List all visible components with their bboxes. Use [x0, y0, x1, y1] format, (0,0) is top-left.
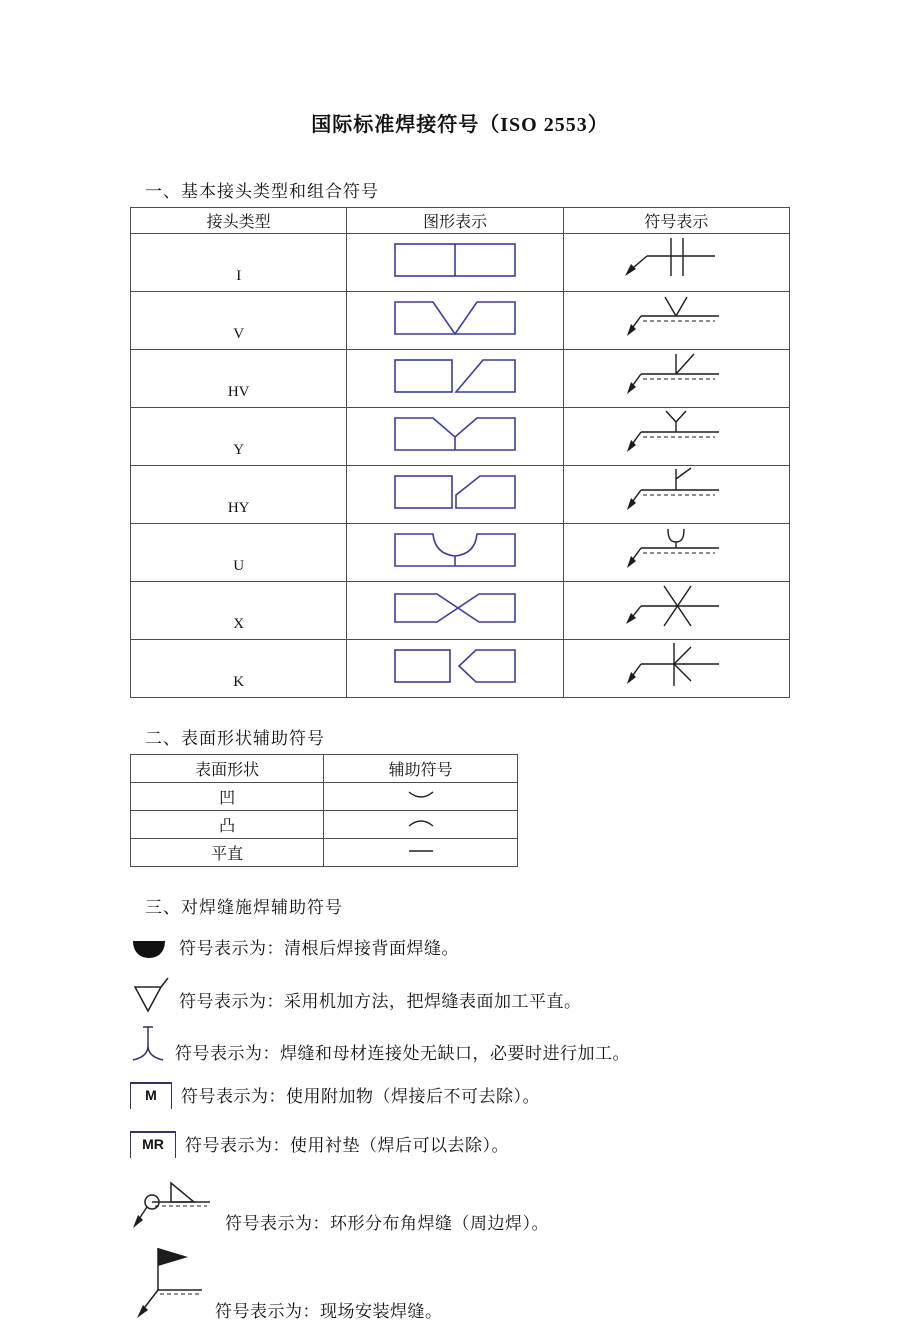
item-text: 符号表示为：采用机加方法，把焊缝表面加工平直。: [179, 992, 582, 1011]
list-item: [130, 1244, 920, 1324]
table-row: [131, 466, 790, 524]
list-item: [130, 1174, 920, 1236]
section3-heading: 三、对焊缝施焊辅助符号: [145, 898, 343, 917]
section2-heading: 二、表面形状辅助符号: [145, 729, 325, 748]
surface-shape-label: 凸: [131, 811, 324, 839]
table-row: [131, 350, 790, 408]
table-header-row: [131, 755, 518, 783]
square-butt-joint-graphic: [380, 240, 530, 280]
backing-letter: MR: [142, 1136, 164, 1152]
col-header-joint-type: 接头类型: [131, 208, 347, 234]
bevel-groove-joint-graphic: [380, 356, 530, 396]
backing-letter: M: [145, 1087, 157, 1103]
item-text: 符号表示为：使用附加物（焊接后不可去除）。: [181, 1087, 540, 1106]
col-header-surface-shape: 表面形状: [131, 755, 324, 783]
double-v-groove-joint-graphic: [380, 588, 530, 628]
table-row: [131, 234, 790, 292]
table-row: [131, 582, 790, 640]
list-item: [130, 934, 920, 961]
k-groove-weld-symbol: [601, 640, 751, 692]
square-groove-weld-symbol: [601, 234, 751, 286]
half-y-groove-weld-symbol: [601, 466, 751, 518]
table-row: [131, 839, 518, 867]
section1-heading: 一、基本接头类型和组合符号: [145, 182, 379, 201]
half-y-groove-joint-graphic: [380, 472, 530, 512]
list-item: [130, 1131, 920, 1158]
item-text: 符号表示为：清根后焊接背面焊缝。: [179, 939, 459, 958]
straight-line-icon: [406, 845, 436, 857]
surface-shape-label: 平直: [131, 839, 324, 867]
weld-all-around-icon: [130, 1174, 216, 1236]
table-row: [131, 811, 518, 839]
joint-type-label: X: [131, 582, 347, 640]
joint-type-label: U: [131, 524, 347, 582]
table-row: [131, 408, 790, 466]
u-groove-joint-graphic: [380, 530, 530, 570]
col-header-graphic: 图形表示: [347, 208, 563, 234]
table-row: [131, 783, 518, 811]
list-item: [130, 1024, 920, 1066]
table-row: [131, 640, 790, 698]
convex-curve-icon: [406, 817, 436, 829]
v-groove-joint-graphic: [380, 298, 530, 338]
smooth-transition-icon: [130, 1024, 166, 1066]
field-weld-flag-icon: [130, 1244, 206, 1324]
joint-types-table: [130, 207, 790, 698]
removable-backing-icon: [130, 1131, 176, 1158]
y-groove-joint-graphic: [380, 414, 530, 454]
item-text: 符号表示为：现场安装焊缝。: [215, 1302, 443, 1321]
table-row: [131, 292, 790, 350]
surface-shape-table: [130, 754, 518, 867]
list-item: [130, 1082, 920, 1109]
x-groove-weld-symbol: [601, 582, 751, 634]
permanent-backing-icon: [130, 1082, 172, 1109]
joint-type-label: HV: [131, 350, 347, 408]
list-item: [130, 977, 920, 1014]
col-header-aux-symbol: 辅助符号: [324, 755, 518, 783]
page-title: 国际标准焊接符号（ISO 2553）: [311, 114, 609, 136]
joint-type-label: V: [131, 292, 347, 350]
u-groove-weld-symbol: [601, 524, 751, 576]
table-header-row: [131, 208, 790, 234]
col-header-symbol: 符号表示: [563, 208, 789, 234]
y-groove-weld-symbol: [601, 408, 751, 460]
item-text: 符号表示为：使用衬垫（焊后可以去除）。: [185, 1136, 509, 1155]
bevel-groove-weld-symbol: [601, 350, 751, 402]
joint-type-label: HY: [131, 466, 347, 524]
double-bevel-joint-graphic: [380, 646, 530, 686]
item-text: 符号表示为：焊缝和母材连接处无缺口，必要时进行加工。: [175, 1044, 630, 1063]
joint-type-label: Y: [131, 408, 347, 466]
v-groove-weld-symbol: [601, 292, 751, 344]
table-row: [131, 524, 790, 582]
joint-type-label: K: [131, 640, 347, 698]
item-text: 符号表示为：环形分布角焊缝（周边焊）。: [225, 1214, 549, 1233]
joint-type-label: I: [131, 234, 347, 292]
machining-flush-triangle-icon: [130, 977, 170, 1014]
surface-shape-label: 凹: [131, 783, 324, 811]
back-weld-filled-semicircle-icon: [130, 937, 170, 961]
concave-curve-icon: [406, 789, 436, 801]
